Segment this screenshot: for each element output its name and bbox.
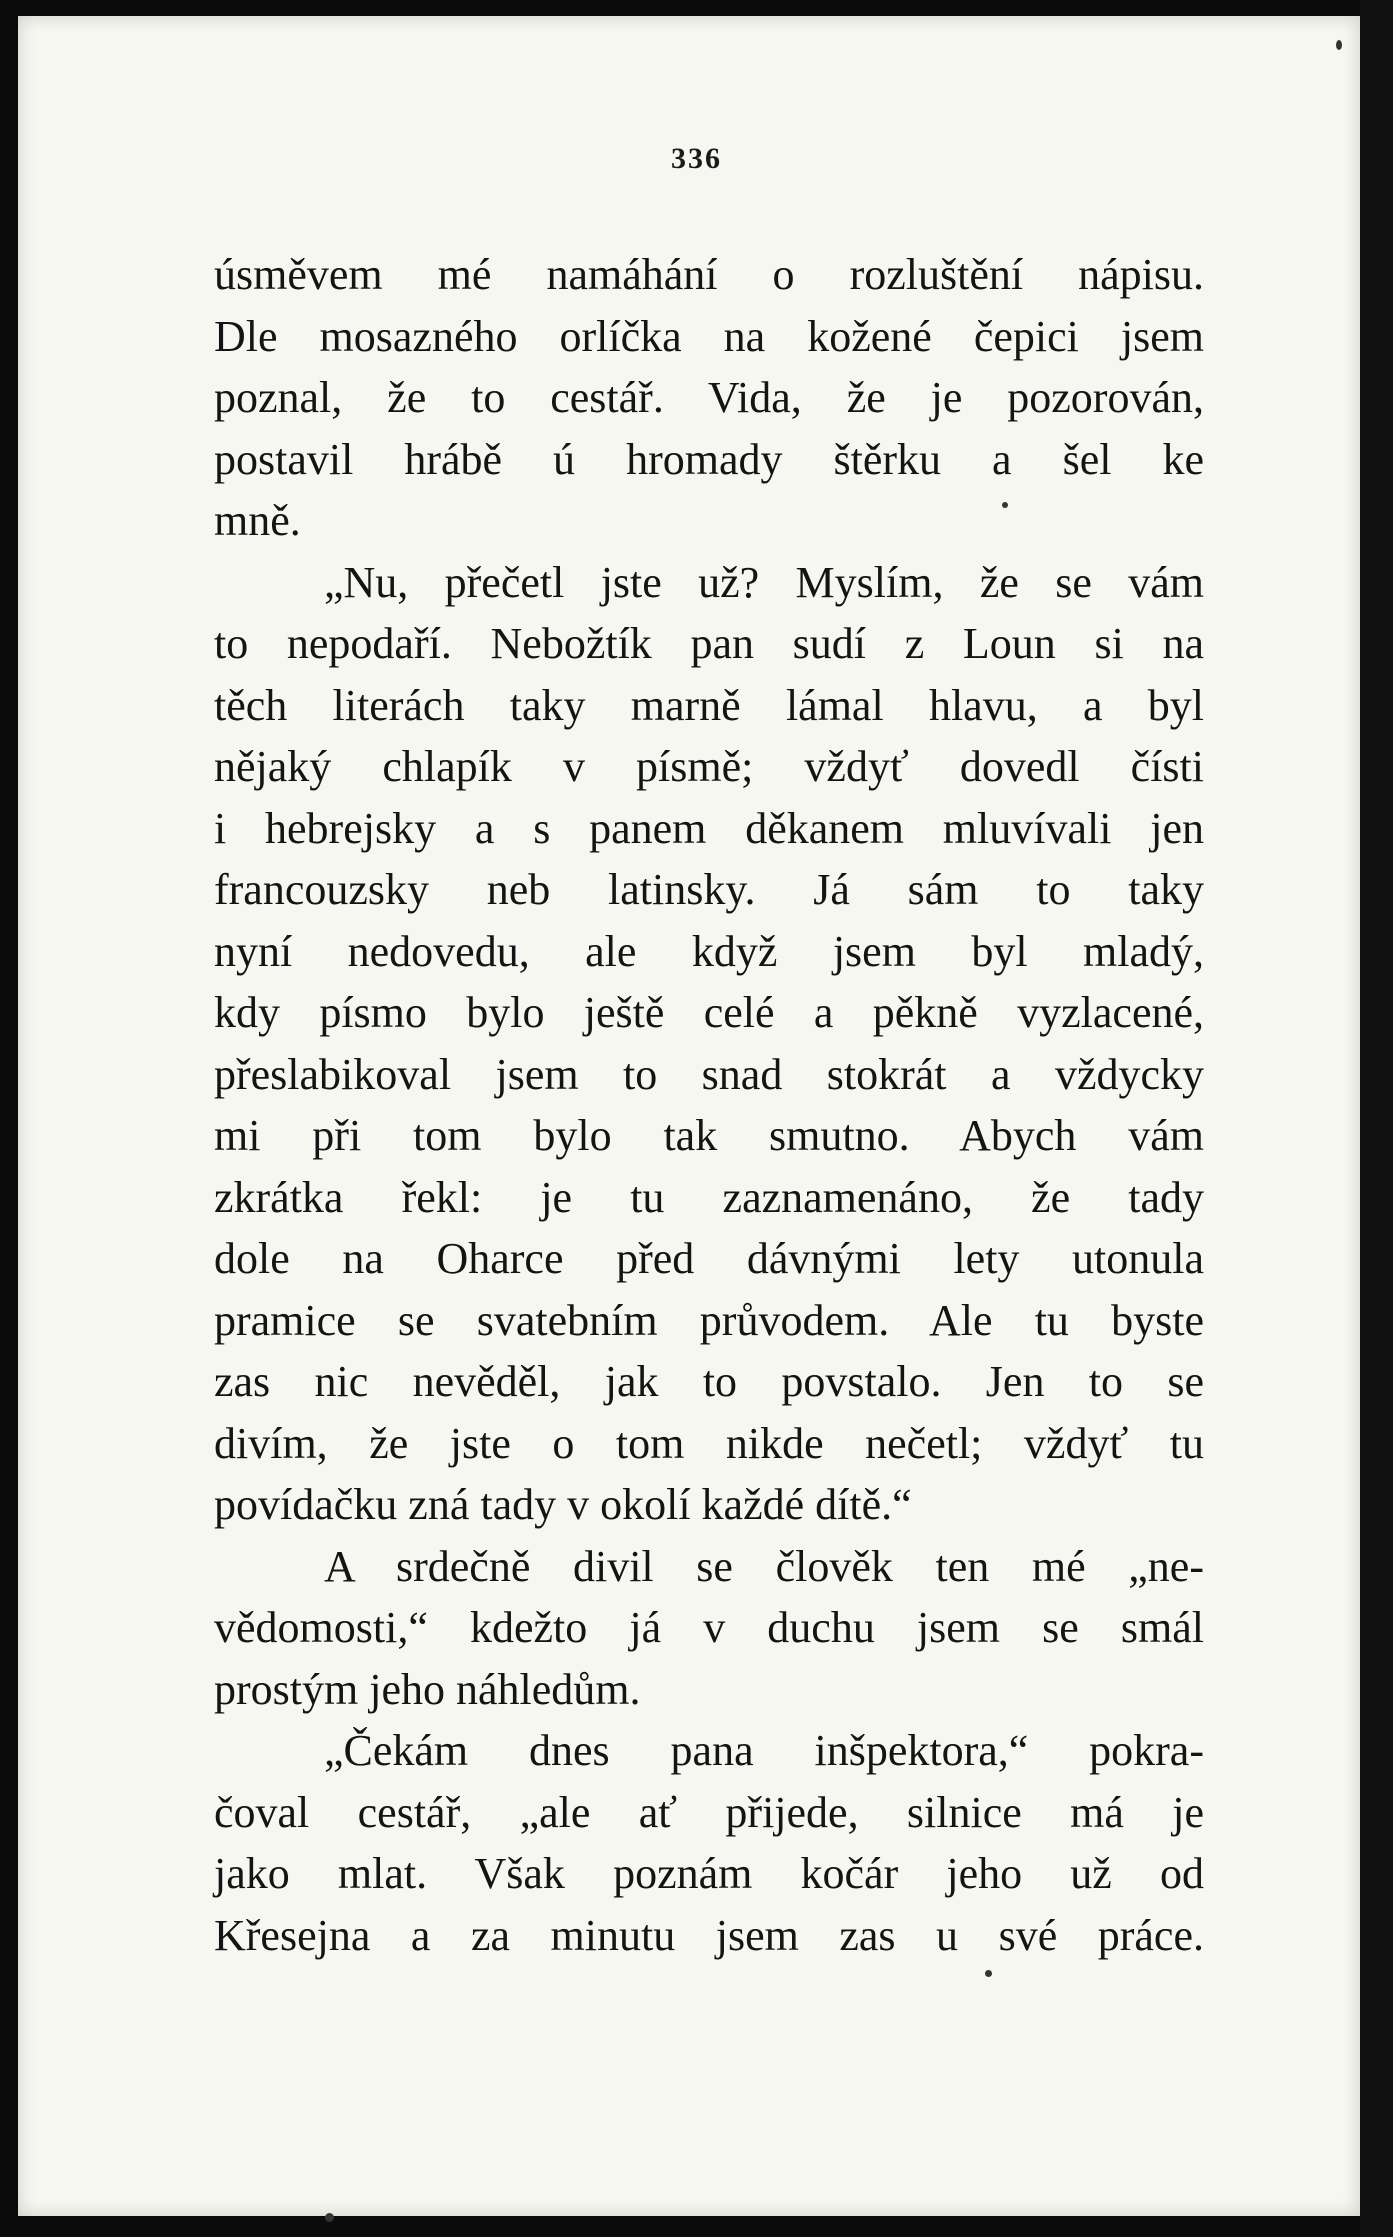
text-line: divím, že jste o tom nikde nečetl; vždyť tu <box>214 1418 1204 1468</box>
text-line: Dle mosazného orlíčka na kožené čepici jsem <box>214 311 1204 361</box>
text-line: poznal, že to cestář. Vida, že je pozorován, <box>214 373 1204 422</box>
text-line: kdy písmo bylo ještě celé a pěkně vyzlacené, <box>214 988 1204 1037</box>
page-number: 336 <box>671 142 722 175</box>
text-line: Křesejna a za minutu jsem zas u své práce. <box>214 1910 1204 1960</box>
print-speck <box>325 2213 334 2222</box>
text-line: „Čekám dnes pana inšpektora,“ pokra- <box>324 1726 1204 1775</box>
text-line: mně. <box>214 496 301 545</box>
text-line: dole na Oharce před dávnými lety utonula <box>214 1234 1204 1283</box>
text-line: přeslabikoval jsem to snad stokrát a vždycky <box>214 1049 1204 1099</box>
text-line: těch literách taky marně lámal hlavu, a byl <box>214 680 1204 730</box>
text-line: vědomosti,“ kdežto já v duchu jsem se smál <box>214 1603 1204 1652</box>
text-line: mi při tom bylo tak smutno. Abych vám <box>214 1111 1204 1160</box>
page-body-text <box>214 244 1204 1966</box>
print-speck <box>1002 502 1008 508</box>
text-line: pramice se svatebním průvodem. Ale tu byste <box>214 1295 1204 1345</box>
text-line: nějaký chlapík v písmě; vždyť dovedl čísti <box>214 742 1204 791</box>
page-edge <box>1360 0 1393 2237</box>
text-line: nyní nedovedu, ale když jsem byl mladý, <box>214 926 1204 976</box>
text-line: to nepodaří. Nebožtík pan sudí z Loun si na <box>214 619 1204 668</box>
text-line: postavil hrábě ú hromady štěrku a šel ke <box>214 434 1204 484</box>
text-line: zas nic nevěděl, jak to povstalo. Jen to se <box>214 1357 1204 1406</box>
text-line: jako mlat. Však poznám kočár jeho už od <box>214 1849 1204 1898</box>
text-line: povídačku zná tady v okolí každé dítě.“ <box>214 1480 912 1529</box>
text-line: čoval cestář, „ale ať přijede, silnice má je <box>214 1787 1204 1837</box>
text-line: i hebrejsky a s panem děkanem mluvívali jen <box>214 803 1204 853</box>
text-line: „Nu, přečetl jste už? Myslím, že se vám <box>324 557 1204 607</box>
text-line: prostým jeho náhledům. <box>214 1664 641 1714</box>
text-line: zkrátka řekl: je tu zaznamenáno, že tady <box>214 1172 1204 1222</box>
print-speck <box>1336 40 1342 50</box>
text-line: úsměvem mé namáhání o rozluštění nápisu. <box>214 250 1204 299</box>
text-line: francouzsky neb latinsky. Já sám to taky <box>214 865 1204 914</box>
text-line: A srdečně divil se člověk ten mé „ne- <box>324 1541 1204 1591</box>
print-speck <box>985 1970 992 1977</box>
